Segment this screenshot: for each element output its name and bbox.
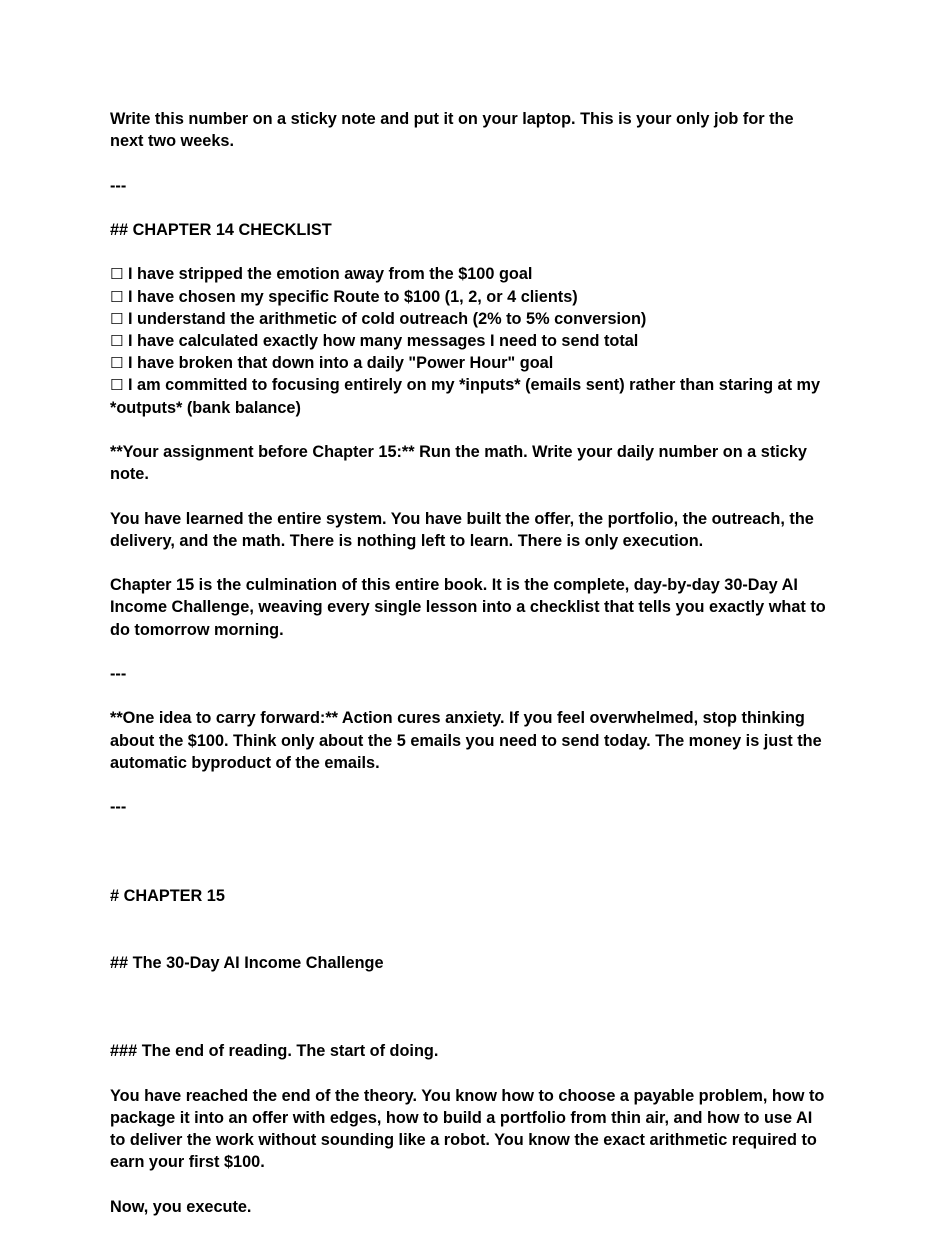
chapter-title: # CHAPTER 15 <box>110 886 225 905</box>
checkbox-icon[interactable]: ☐ <box>110 309 124 328</box>
separator: --- <box>110 176 127 195</box>
checklist-item-label: I have stripped the emotion away from the $100 goal <box>127 265 533 284</box>
checklist-item-label: I am committed to focusing entirely on my *inputs* (emails sent) rather than staring at my *outputs* (bank balance) <box>110 376 821 417</box>
checkbox-icon[interactable]: ☐ <box>110 376 124 395</box>
checklist-item <box>110 263 830 285</box>
theory-paragraph: You have reached the end of the theory. You know how to choose a payable problem, how to package it into an offer with edges, how to build a portfolio from thin air, and how to use AI to deliver the work without sounding like a robot. You know the exact arithmetic required to earn your first $100. <box>110 1086 829 1172</box>
checkbox-icon[interactable]: ☐ <box>110 354 124 373</box>
checklist-item-label: I understand the arithmetic of cold outreach (2% to 5% conversion) <box>127 309 647 328</box>
learned-paragraph: You have learned the entire system. You have built the offer, the portfolio, the outreach, the delivery, and the math. There is nothing left to learn. There is only execution. <box>110 509 819 550</box>
one-idea-paragraph: **One idea to carry forward:** Action cures anxiety. If you feel overwhelmed, stop thinking about the $100. Think only about the 5 emails you need to send today. The money is just the automatic byproduct of the emails. <box>110 709 827 772</box>
checklist-item <box>110 352 830 374</box>
checklist-item <box>110 374 830 418</box>
separator: --- <box>110 664 127 683</box>
checklist <box>110 263 830 418</box>
chapter-subtitle: ## The 30-Day AI Income Challenge <box>110 953 384 972</box>
checklist-item <box>110 286 830 308</box>
checkbox-icon[interactable]: ☐ <box>110 265 124 284</box>
checklist-item-label: I have calculated exactly how many messages I need to send total <box>127 331 639 350</box>
checkbox-icon[interactable]: ☐ <box>110 331 124 350</box>
assignment-paragraph: **Your assignment before Chapter 15:** Run the math. Write your daily number on a sticky note. <box>110 442 812 484</box>
document-page <box>110 108 830 1240</box>
section-heading: ### The end of reading. The start of doing. <box>110 1042 439 1061</box>
checklist-heading: ## CHAPTER 14 CHECKLIST <box>110 220 332 239</box>
checklist-item-label: I have broken that down into a daily "Power Hour" goal <box>127 354 554 373</box>
checklist-item <box>110 308 830 330</box>
checklist-item-label: I have chosen my specific Route to $100 (1, 2, or 4 clients) <box>127 287 578 306</box>
execute-paragraph: Now, you execute. <box>110 1197 252 1216</box>
checklist-item <box>110 330 830 352</box>
culmination-paragraph: Chapter 15 is the culmination of this entire book. It is the complete, day-by-day 30-Day AI Income Challenge, weaving every single lesson into a checklist that tells you exactly what to do tomorrow morning. <box>110 576 831 639</box>
chapter-heading-block <box>110 841 830 1019</box>
intro-paragraph: Write this number on a sticky note and put it on your laptop. This is your only job for the next two weeks. <box>110 110 799 151</box>
checkbox-icon[interactable]: ☐ <box>110 287 124 306</box>
separator: --- <box>110 798 127 817</box>
